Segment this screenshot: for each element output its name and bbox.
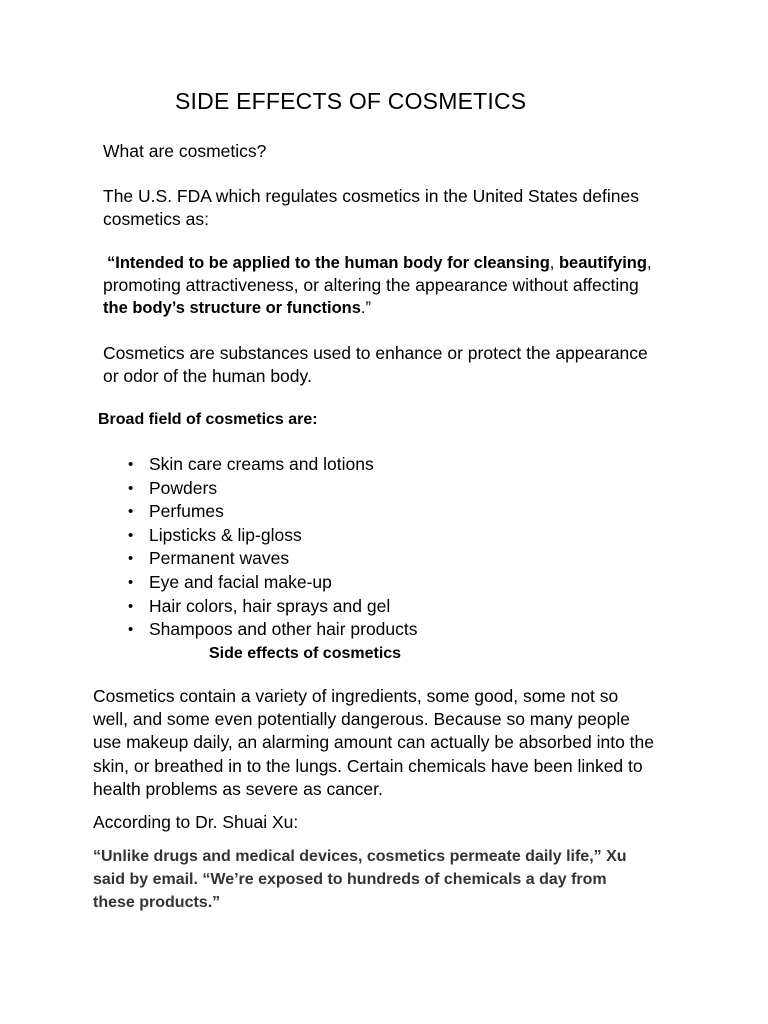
- substances-line-1: Cosmetics are substances used to enhance or protect the appearance: [103, 343, 648, 363]
- quote-bold-c: the body’s structure or functions: [103, 299, 361, 317]
- according-line: According to Dr. Shuai Xu:: [93, 812, 299, 832]
- bullet-icon: •: [128, 526, 134, 544]
- fda-quote-line-1: [107, 252, 652, 275]
- bullet-icon: •: [128, 573, 134, 591]
- bullet-icon: •: [128, 597, 134, 615]
- bullet-icon: •: [128, 479, 134, 497]
- list-item: • Lipsticks & lip-gloss: [124, 524, 418, 548]
- quote-plain-a: ,: [549, 254, 559, 272]
- quote-line: said by email. “We’re exposed to hundreds of chemicals a day from: [93, 871, 607, 888]
- page-title: SIDE EFFECTS OF COSMETICS: [175, 88, 527, 114]
- paragraph-line: skin, or breathed in to the lungs. Certain chemicals have been linked to: [93, 755, 643, 776]
- quote-plain-c: .”: [360, 299, 372, 317]
- fda-quote-line-2: promoting attractiveness, or altering the appearance without affecting: [103, 275, 639, 295]
- quote-line: these products.”: [93, 894, 221, 911]
- bullet-icon: •: [128, 550, 134, 568]
- paragraph-line: Cosmetics contain a variety of ingredients, some good, some not so: [93, 686, 619, 706]
- list-item: • Permanent waves: [124, 547, 418, 571]
- fda-quote-line-3: [103, 297, 371, 320]
- list-item: • Shampoos and other hair products: [124, 618, 418, 642]
- quote-line: “Unlike drugs and medical devices, cosmetics permeate daily life,” Xu: [93, 848, 627, 865]
- list-item: • Perfumes: [124, 500, 418, 524]
- side-effects-heading: Side effects of cosmetics: [209, 645, 402, 662]
- paragraph-line: health problems as severe as cancer.: [93, 778, 383, 799]
- question-heading: What are cosmetics?: [103, 141, 267, 161]
- cosmetics-list: [124, 453, 418, 642]
- quote-plain-b: ,: [646, 254, 652, 272]
- list-item: • Skin care creams and lotions: [124, 453, 418, 477]
- bullet-icon: •: [128, 456, 134, 473]
- paragraph-line: use makeup daily, an alarming amount can actually be absorbed into the: [93, 732, 654, 753]
- quote-bold-a: “Intended to be applied to the human body for cleansing: [107, 254, 550, 272]
- bullet-icon: •: [128, 503, 134, 521]
- substances-line-2: or odor of the human body.: [103, 366, 312, 386]
- list-item: • Powders: [124, 477, 418, 501]
- paragraph-line: well, and some even potentially dangerous. Because so many people: [93, 709, 631, 730]
- list-item: • Eye and facial make-up: [124, 571, 418, 595]
- fda-line-1: The U.S. FDA which regulates cosmetics in the United States defines: [103, 186, 639, 206]
- bullet-icon: •: [128, 621, 134, 639]
- xu-quote: [93, 845, 627, 914]
- fda-line-2: cosmetics as:: [103, 209, 209, 229]
- quote-bold-b: beautifying: [558, 254, 647, 272]
- broad-field-heading: Broad field of cosmetics are:: [98, 411, 318, 428]
- side-effects-paragraph: [93, 685, 654, 801]
- list-item: • Hair colors, hair sprays and gel: [124, 595, 418, 619]
